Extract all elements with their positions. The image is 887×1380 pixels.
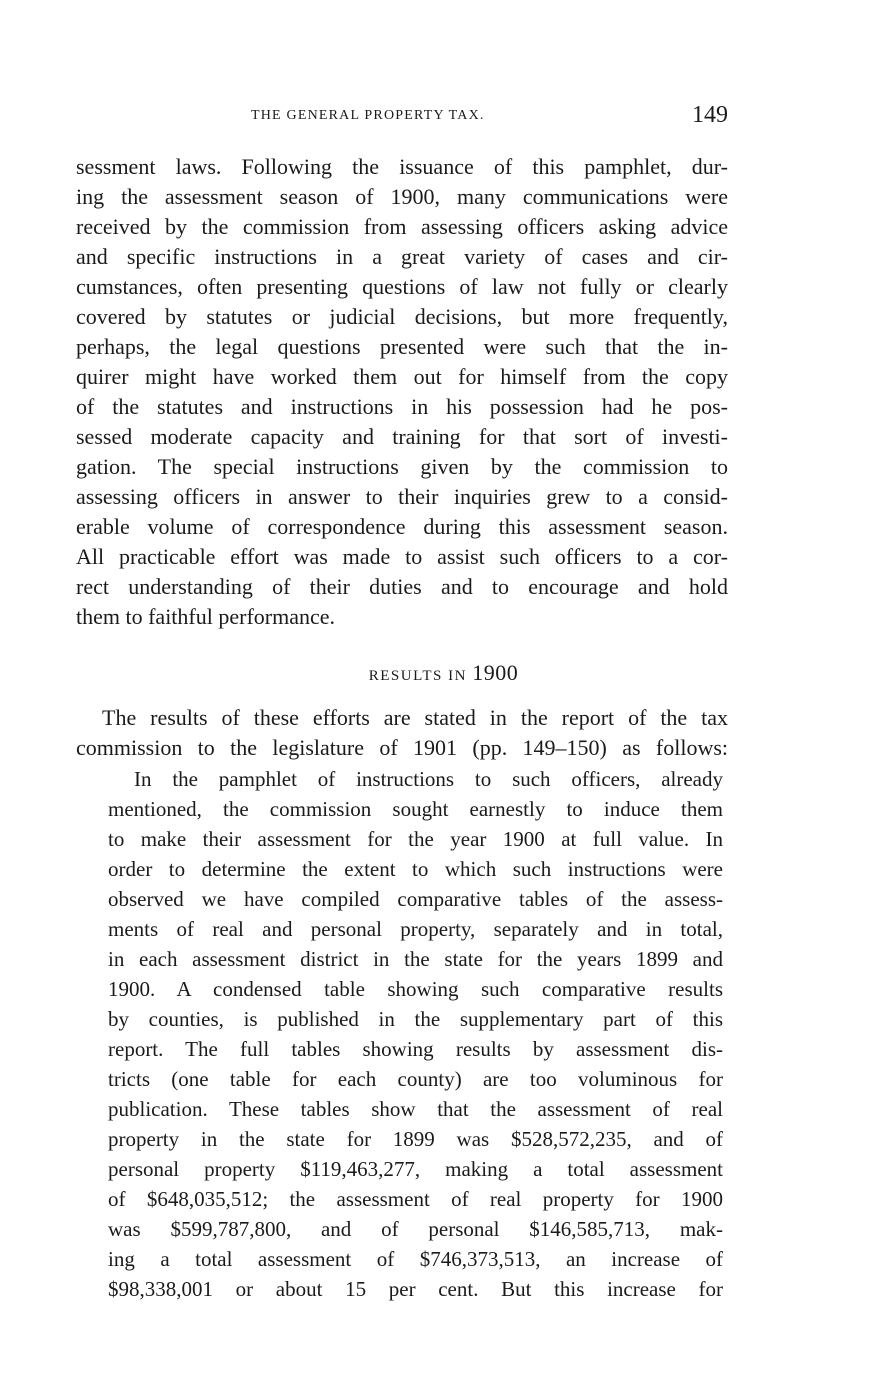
text-line: sessment laws. Following the issuance of this pamphlet, dur- xyxy=(76,154,728,179)
text-line: of the statutes and instructions in his possession had he pos- xyxy=(76,394,728,419)
text-line: perhaps, the legal questions presented were such that the in- xyxy=(76,334,728,359)
text-line: All practicable effort was made to assist such officers to a cor- xyxy=(76,544,728,569)
quote-line: report. The full tables showing results by assessment dis- xyxy=(108,1037,723,1061)
text-line: assessing officers in answer to their inquiries grew to a consid- xyxy=(76,484,728,509)
quote-line: in each assessment district in the state for the years 1899 and xyxy=(108,947,723,971)
text-line: quirer might have worked them out for himself from the copy xyxy=(76,364,728,389)
text-line: rect understanding of their duties and to encourage and hold xyxy=(76,574,728,599)
quote-line: tricts (one table for each county) are too voluminous for xyxy=(108,1067,723,1091)
page-number: 149 xyxy=(692,102,728,128)
text-line: sessed moderate capacity and training for that sort of investi- xyxy=(76,424,728,449)
text-line: covered by statutes or judicial decisions, but more frequently, xyxy=(76,304,728,329)
quote-line: personal property $119,463,277, making a total assessment xyxy=(108,1157,723,1181)
section-heading xyxy=(0,660,887,686)
running-title: THE GENERAL PROPERTY TAX. xyxy=(251,108,485,123)
text-line: received by the commission from assessing officers asking advice xyxy=(76,214,728,239)
quote-line: by counties, is published in the supplementary part of this xyxy=(108,1007,723,1031)
text-line: ing the assessment season of 1900, many communications were xyxy=(76,184,728,209)
quote-line: order to determine the extent to which such instructions were xyxy=(108,857,723,881)
quote-line: publication. These tables show that the assessment of real xyxy=(108,1097,723,1121)
quote-line: to make their assessment for the year 1900 at full value. In xyxy=(108,827,723,851)
text-line: gation. The special instructions given by the commission to xyxy=(76,454,728,479)
running-head xyxy=(76,104,728,132)
quote-line: ments of real and personal property, separately and in total, xyxy=(108,917,723,941)
quote-line: of $648,035,512; the assessment of real property for 1900 xyxy=(108,1187,723,1211)
text-line: and specific instructions in a great variety of cases and cir- xyxy=(76,244,728,269)
section-heading-text: RESULTS IN xyxy=(368,668,467,684)
quote-line: 1900. A condensed table showing such comparative results xyxy=(108,977,723,1001)
quote-line: observed we have compiled comparative tables of the assess- xyxy=(108,887,723,911)
quote-line: property in the state for 1899 was $528,572,235, and of xyxy=(108,1127,723,1151)
quote-line-indented: In the pamphlet of instructions to such officers, already xyxy=(134,767,723,791)
text-line-indented: The results of these efforts are stated in the report of the tax xyxy=(102,705,728,730)
text-line: commission to the legislature of 1901 (pp. 149–150) as follows: xyxy=(76,735,728,760)
quote-line: mentioned, the commission sought earnestly to induce them xyxy=(108,797,723,821)
text-line-last: them to faithful performance. xyxy=(76,604,336,629)
quote-line: was $599,787,800, and of personal $146,585,713, mak- xyxy=(108,1217,723,1241)
quote-line: $98,338,001 or about 15 per cent. But this increase for xyxy=(108,1277,723,1301)
quote-line: ing a total assessment of $746,373,513, an increase of xyxy=(108,1247,723,1271)
section-heading-year: 1900 xyxy=(472,660,519,685)
text-line: cumstances, often presenting questions of law not fully or clearly xyxy=(76,274,728,299)
text-line: erable volume of correspondence during this assessment season. xyxy=(76,514,728,539)
